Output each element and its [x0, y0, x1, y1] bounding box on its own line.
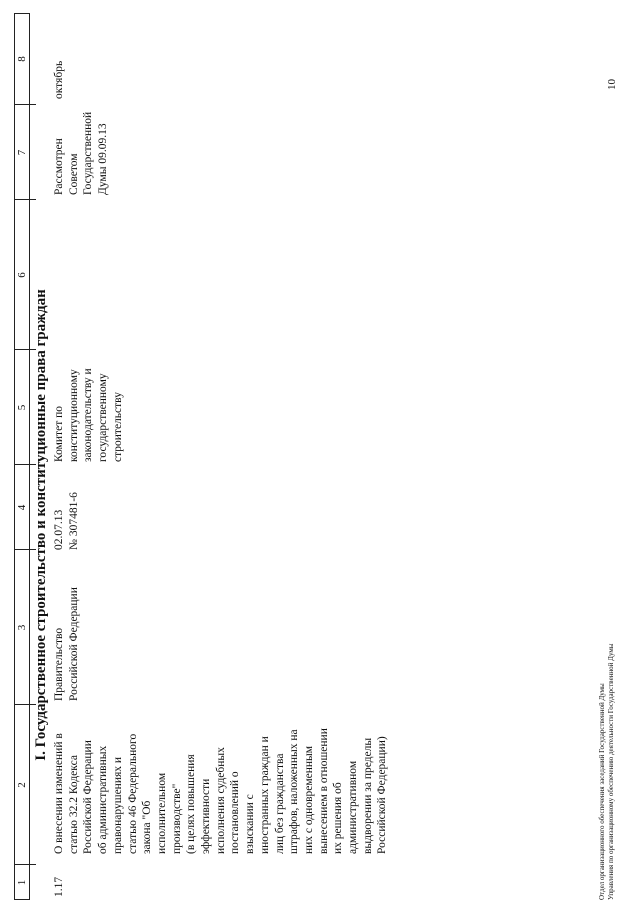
footer-line-1: Отдел организационного обеспечения заседаний Государственной Думы	[598, 683, 606, 900]
footer-department	[598, 644, 616, 900]
row-number: 1.17	[53, 876, 65, 897]
responsible-committee: Комитет по конституционному законодательству и государственному строительству	[53, 368, 124, 462]
column-number-6: 6	[16, 272, 28, 278]
page-number: 10	[606, 79, 618, 90]
column-number-1: 1	[16, 879, 28, 886]
bill-author: Правительство Российской Федерации	[53, 587, 80, 701]
column-tick	[30, 864, 36, 865]
column-number-4: 4	[16, 504, 28, 511]
column-tick	[30, 199, 36, 200]
column-number-2: 2	[16, 782, 28, 788]
column-number-5: 5	[16, 404, 28, 411]
bill-registration: 02.07.13 № 307481-6	[53, 492, 80, 550]
column-number-3: 3	[16, 624, 28, 631]
column-number-7: 7	[16, 149, 28, 156]
planned-period: октябрь	[53, 60, 65, 99]
column-number-8: 8	[16, 56, 28, 62]
section-title: I. Государственное строительство и конституционные права граждан	[33, 289, 49, 761]
bill-title: О внесении изменений в статью 32.2 Кодекса Российской Федерации об административных правонарушениях и статью 46 Федерального закона "Об исполнительном производстве" (в целях повышения эффективности исполнения судебных постановлений о взыскании с иностранных граждан и лиц без гражданства штрафов, наложенных на них с одновременным вынесением в отношении их решения об административном выдворении за пределы Российской Федерации)	[53, 728, 389, 854]
column-tick	[30, 104, 36, 105]
bill-status: Рассмотрен Советом Государственной Думы 09.09.13	[53, 111, 110, 195]
footer-line-2: Управления по организационному обеспечению деятельности Государственной Думы	[607, 643, 615, 900]
